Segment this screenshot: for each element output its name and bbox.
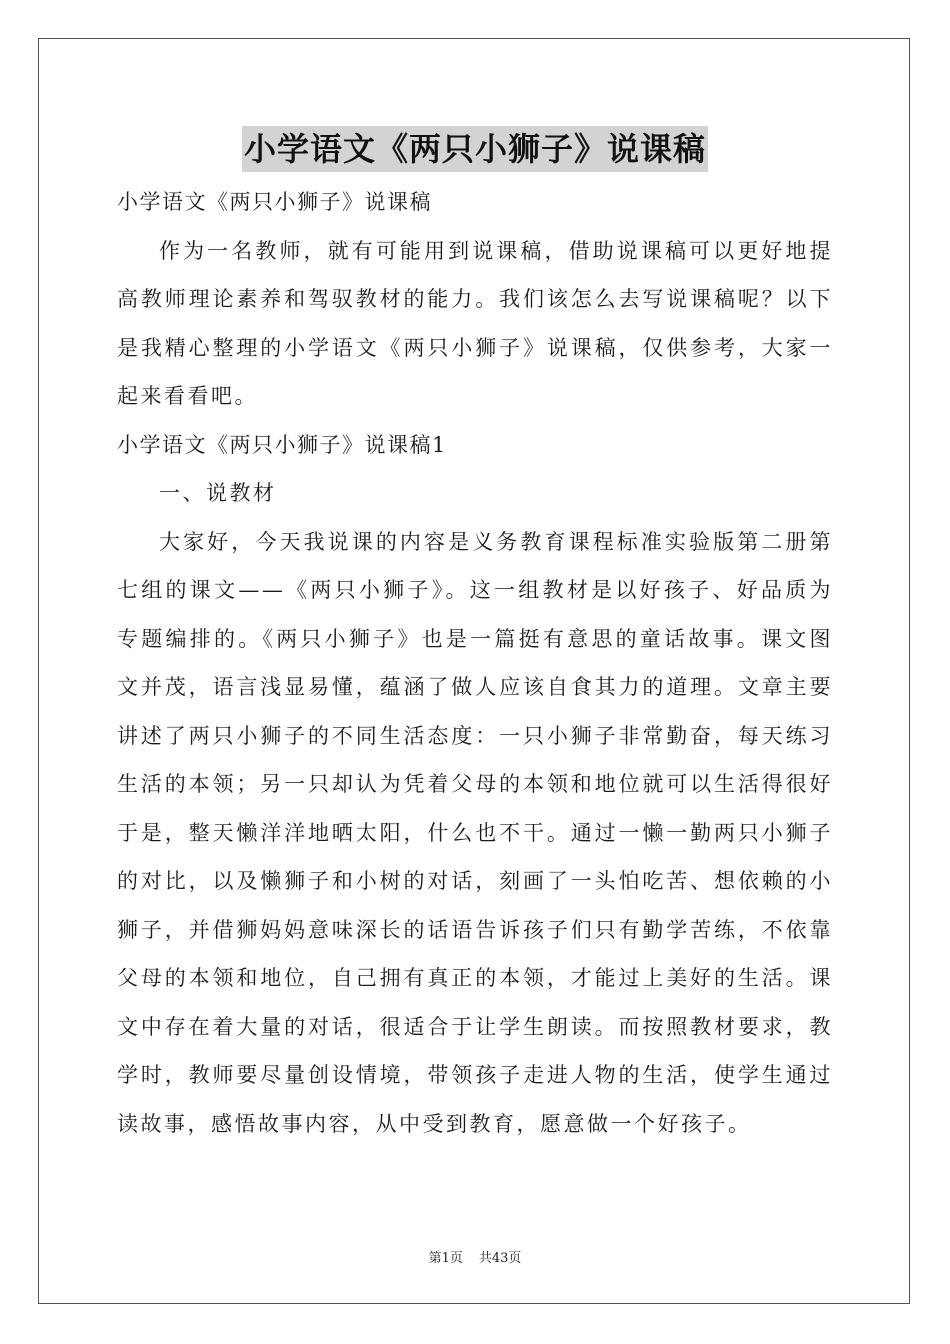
document-subtitle: 小学语文《两只小狮子》说课稿: [117, 190, 432, 214]
section-title: 小学语文《两只小狮子》说课稿1: [117, 432, 447, 457]
page-number: 第1页: [428, 1251, 463, 1266]
document-title: 小学语文《两只小狮子》说课稿: [242, 126, 708, 172]
page-total: 共43页: [478, 1251, 522, 1266]
intro-paragraph: 作为一名教师，就有可能用到说课稿，借助说课稿可以更好地提高教师理论素养和驾驭教材的能力。我们该怎么去写说课稿呢？以下是我精心整理的小学语文《两只小狮子》说课稿，仅供参考，大家一起来看看吧。: [117, 238, 833, 408]
page-footer: [0, 1247, 950, 1266]
title-container: [0, 126, 950, 172]
document-body: [117, 178, 833, 1148]
body-paragraph: 大家好，今天我说课的内容是义务教育课程标准实验版第二册第七组的课文——《两只小狮子》。这一组教材是以好孩子、好品质为专题编排的。《两只小狮子》也是一篇挺有意思的童话故事。课文图文并茂，语言浅显易懂，蕴涵了做人应该自食其力的道理。文章主要讲述了两只小狮子的不同生活态度：一只小狮子非常勤奋，每天练习生活的本领；另一只却认为凭着父母的本领和地位就可以生活得很好于是，整天懒洋洋地晒太阳，什么也不干。通过一懒一勤两只小狮子的对比，以及懒狮子和小树的对话，刻画了一头怕吃苦、想依赖的小狮子，并借狮妈妈意味深长的话语告诉孩子们只有勤学苦练，不依靠父母的本领和地位，自己拥有真正的本领，才能过上美好的生活。课文中存在着大量的对话，很适合于让学生朗读。而按照教材要求，教学时，教师要尽量创设情境，带领孩子走进人物的生活，使学生通过读故事，感悟故事内容，从中受到教育，愿意做一个好孩子。: [117, 529, 833, 1136]
section-heading: 一、说教材: [159, 481, 277, 505]
